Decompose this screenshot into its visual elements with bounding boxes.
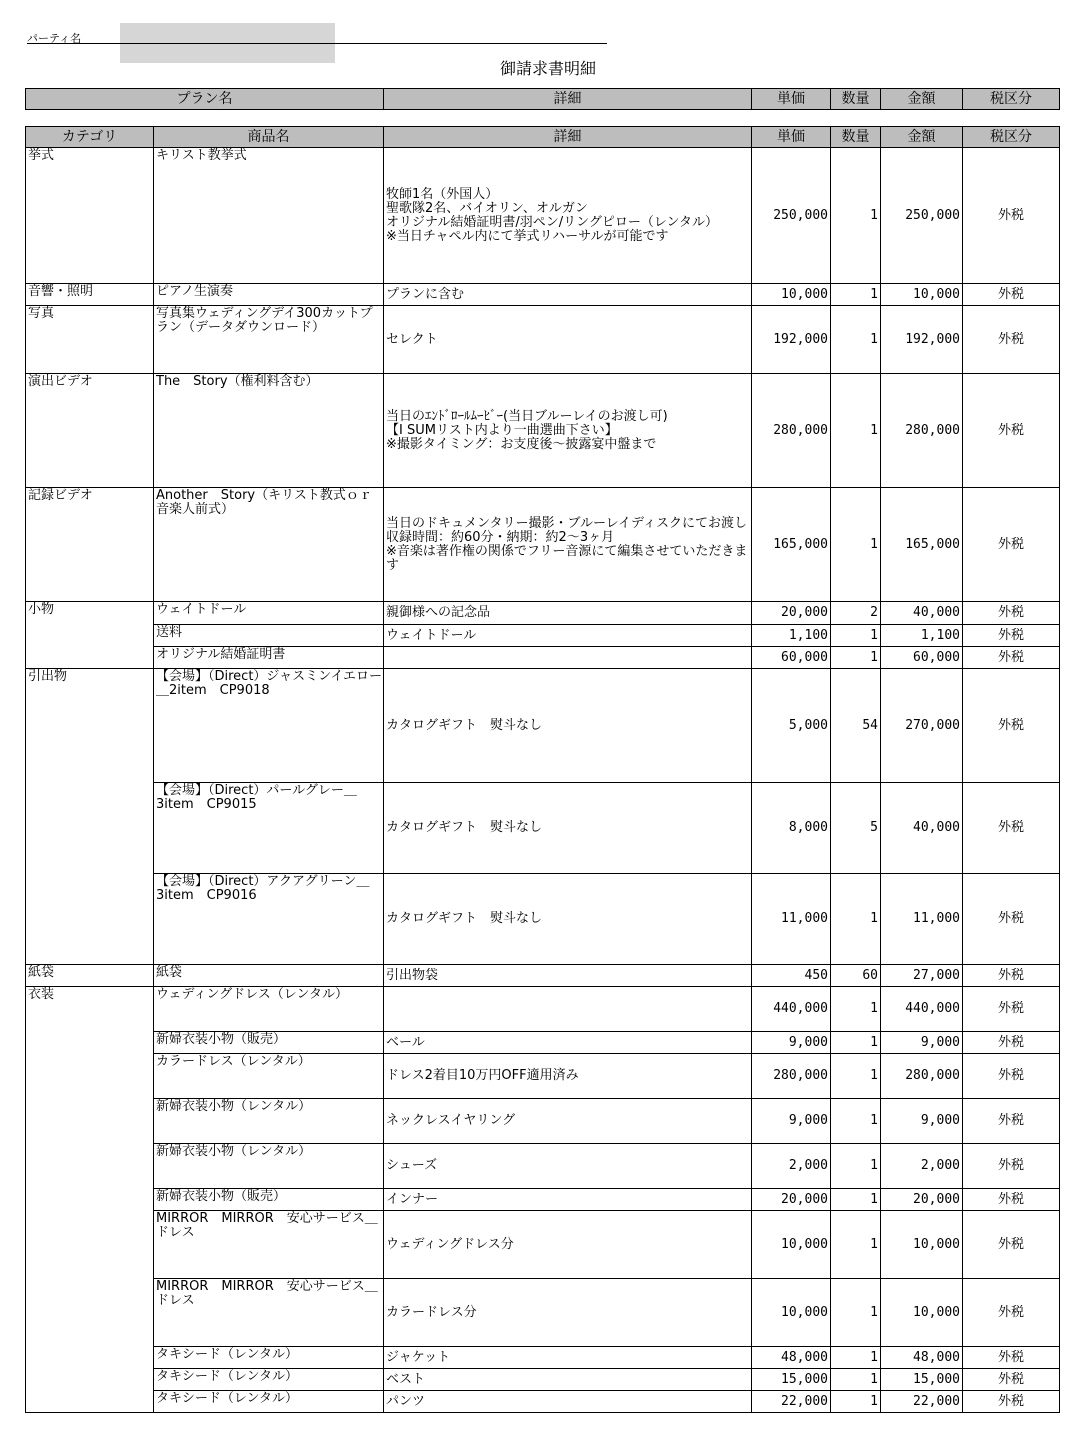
detail-cell: プランに含む bbox=[384, 284, 752, 306]
detail-cell: ウェディングドレス分 bbox=[384, 1211, 752, 1279]
invoice-items-table bbox=[25, 126, 1060, 1413]
detail-cell: ベール bbox=[384, 1032, 752, 1054]
unit-price-cell: 8,000 bbox=[752, 783, 831, 874]
category-cell: 衣装 bbox=[26, 987, 154, 1032]
quantity-cell: 1 bbox=[831, 284, 881, 306]
unit-price-cell: 10,000 bbox=[752, 284, 831, 306]
tax-type-cell: 外税 bbox=[963, 874, 1060, 965]
table-row bbox=[26, 1099, 1060, 1144]
unit-price-cell: 9,000 bbox=[752, 1032, 831, 1054]
plan-header-row bbox=[26, 89, 1060, 110]
col-quantity: 数量 bbox=[831, 127, 881, 148]
amount-cell: 280,000 bbox=[881, 1054, 963, 1099]
tax-type-cell: 外税 bbox=[963, 965, 1060, 987]
tax-type-cell: 外税 bbox=[963, 669, 1060, 783]
category-cell bbox=[26, 1144, 154, 1189]
product-name-cell: カラードレス（レンタル） bbox=[154, 1054, 384, 1099]
product-name-cell: The Story（権利料含む） bbox=[154, 374, 384, 488]
unit-price-cell: 2,000 bbox=[752, 1144, 831, 1189]
quantity-cell: 1 bbox=[831, 1279, 881, 1347]
tax-type-cell: 外税 bbox=[963, 1054, 1060, 1099]
col-unit-price: 単価 bbox=[752, 127, 831, 148]
category-cell: 音響・照明 bbox=[26, 284, 154, 306]
amount-cell: 440,000 bbox=[881, 987, 963, 1032]
amount-cell: 15,000 bbox=[881, 1369, 963, 1391]
col-tax: 税区分 bbox=[963, 127, 1060, 148]
unit-price-cell: 280,000 bbox=[752, 374, 831, 488]
table-row bbox=[26, 625, 1060, 647]
tax-type-cell: 外税 bbox=[963, 488, 1060, 602]
amount-cell: 9,000 bbox=[881, 1099, 963, 1144]
col-category: カテゴリ bbox=[26, 127, 154, 148]
category-cell: 小物 bbox=[26, 602, 154, 625]
product-name-cell: MIRROR MIRROR 安心サービス＿ドレス bbox=[154, 1279, 384, 1347]
product-name-cell: タキシード（レンタル） bbox=[154, 1347, 384, 1369]
detail-cell: 引出物袋 bbox=[384, 965, 752, 987]
quantity-cell: 1 bbox=[831, 874, 881, 965]
amount-cell: 165,000 bbox=[881, 488, 963, 602]
tax-type-cell: 外税 bbox=[963, 284, 1060, 306]
table-row bbox=[26, 1144, 1060, 1189]
detail-cell: ベスト bbox=[384, 1369, 752, 1391]
category-cell: 演出ビデオ bbox=[26, 374, 154, 488]
unit-price-cell: 60,000 bbox=[752, 647, 831, 669]
quantity-cell: 1 bbox=[831, 1189, 881, 1211]
detail-cell: ウェイトドール bbox=[384, 625, 752, 647]
quantity-cell: 1 bbox=[831, 1099, 881, 1144]
amount-cell: 9,000 bbox=[881, 1032, 963, 1054]
quantity-cell: 1 bbox=[831, 1369, 881, 1391]
product-name-cell: 【会場】（Direct）アクアグリーン＿3item CP9016 bbox=[154, 874, 384, 965]
product-name-cell: オリジナル結婚証明書 bbox=[154, 647, 384, 669]
category-cell bbox=[26, 1189, 154, 1211]
product-name-cell: ピアノ生演奏 bbox=[154, 284, 384, 306]
table-row bbox=[26, 306, 1060, 374]
tax-type-cell: 外税 bbox=[963, 987, 1060, 1032]
product-name-cell: 紙袋 bbox=[154, 965, 384, 987]
table-row bbox=[26, 1369, 1060, 1391]
table-row bbox=[26, 488, 1060, 602]
amount-cell: 40,000 bbox=[881, 602, 963, 625]
tax-type-cell: 外税 bbox=[963, 1347, 1060, 1369]
tax-type-cell: 外税 bbox=[963, 625, 1060, 647]
amount-cell: 40,000 bbox=[881, 783, 963, 874]
items-body bbox=[26, 148, 1060, 1413]
table-row bbox=[26, 1032, 1060, 1054]
category-cell bbox=[26, 1391, 154, 1413]
detail-cell: 当日のドキュメンタリー撮影・ブルーレイディスクにてお渡し 収録時間：約60分・納期：約2～3ヶ月 ※音楽は著作権の関係でフリー音源にて編集させていただきます bbox=[384, 488, 752, 602]
tax-type-cell: 外税 bbox=[963, 647, 1060, 669]
unit-price-cell: 450 bbox=[752, 965, 831, 987]
table-row bbox=[26, 1211, 1060, 1279]
amount-cell: 11,000 bbox=[881, 874, 963, 965]
table-row bbox=[26, 602, 1060, 625]
detail-cell: ドレス2着目10万円OFF適用済み bbox=[384, 1054, 752, 1099]
product-name-cell: 【会場】（Direct）ジャスミンイエロー＿2item CP9018 bbox=[154, 669, 384, 783]
amount-cell: 27,000 bbox=[881, 965, 963, 987]
table-row bbox=[26, 1054, 1060, 1099]
unit-price-cell: 9,000 bbox=[752, 1099, 831, 1144]
tax-type-cell: 外税 bbox=[963, 1032, 1060, 1054]
product-name-cell: タキシード（レンタル） bbox=[154, 1391, 384, 1413]
quantity-cell: 1 bbox=[831, 1032, 881, 1054]
unit-price-cell: 440,000 bbox=[752, 987, 831, 1032]
category-cell bbox=[26, 874, 154, 965]
table-row bbox=[26, 669, 1060, 783]
category-cell bbox=[26, 1032, 154, 1054]
tax-type-cell: 外税 bbox=[963, 148, 1060, 284]
tax-type-cell: 外税 bbox=[963, 783, 1060, 874]
quantity-cell: 1 bbox=[831, 1054, 881, 1099]
quantity-cell: 1 bbox=[831, 374, 881, 488]
amount-cell: 48,000 bbox=[881, 1347, 963, 1369]
detail-cell: ジャケット bbox=[384, 1347, 752, 1369]
table-row bbox=[26, 874, 1060, 965]
amount-cell: 270,000 bbox=[881, 669, 963, 783]
table-row bbox=[26, 783, 1060, 874]
product-name-cell: Another Story（キリスト教式ｏｒ音楽人前式） bbox=[154, 488, 384, 602]
category-cell bbox=[26, 625, 154, 647]
tax-type-cell: 外税 bbox=[963, 1391, 1060, 1413]
category-cell bbox=[26, 1211, 154, 1279]
product-name-cell: 新婦衣装小物（販売） bbox=[154, 1032, 384, 1054]
tax-type-cell: 外税 bbox=[963, 1189, 1060, 1211]
amount-cell: 250,000 bbox=[881, 148, 963, 284]
category-cell bbox=[26, 783, 154, 874]
detail-cell: カタログギフト 熨斗なし bbox=[384, 783, 752, 874]
category-cell: 記録ビデオ bbox=[26, 488, 154, 602]
unit-price-cell: 192,000 bbox=[752, 306, 831, 374]
unit-price-cell: 5,000 bbox=[752, 669, 831, 783]
unit-price-cell: 10,000 bbox=[752, 1211, 831, 1279]
product-name-cell: 新婦衣装小物（販売） bbox=[154, 1189, 384, 1211]
amount-cell: 2,000 bbox=[881, 1144, 963, 1189]
col-amount: 金額 bbox=[881, 127, 963, 148]
detail-cell: カラードレス分 bbox=[384, 1279, 752, 1347]
unit-price-cell: 250,000 bbox=[752, 148, 831, 284]
product-name-cell: ウェディングドレス（レンタル） bbox=[154, 987, 384, 1032]
table-row bbox=[26, 647, 1060, 669]
category-cell bbox=[26, 1054, 154, 1099]
unit-price-cell: 22,000 bbox=[752, 1391, 831, 1413]
quantity-cell: 1 bbox=[831, 148, 881, 284]
amount-cell: 1,100 bbox=[881, 625, 963, 647]
product-name-cell: ウェイトドール bbox=[154, 602, 384, 625]
plan-col-plan-name: プラン名 bbox=[26, 89, 384, 110]
quantity-cell: 1 bbox=[831, 987, 881, 1032]
category-cell: 紙袋 bbox=[26, 965, 154, 987]
detail-cell bbox=[384, 647, 752, 669]
tax-type-cell: 外税 bbox=[963, 306, 1060, 374]
quantity-cell: 1 bbox=[831, 488, 881, 602]
quantity-cell: 1 bbox=[831, 1347, 881, 1369]
col-detail: 詳細 bbox=[384, 127, 752, 148]
detail-cell: パンツ bbox=[384, 1391, 752, 1413]
amount-cell: 60,000 bbox=[881, 647, 963, 669]
amount-cell: 20,000 bbox=[881, 1189, 963, 1211]
category-cell: 挙式 bbox=[26, 148, 154, 284]
plan-header-table bbox=[25, 88, 1060, 110]
amount-cell: 22,000 bbox=[881, 1391, 963, 1413]
product-name-cell: 新婦衣装小物（レンタル） bbox=[154, 1099, 384, 1144]
tax-type-cell: 外税 bbox=[963, 1369, 1060, 1391]
unit-price-cell: 280,000 bbox=[752, 1054, 831, 1099]
unit-price-cell: 20,000 bbox=[752, 1189, 831, 1211]
amount-cell: 10,000 bbox=[881, 284, 963, 306]
amount-cell: 10,000 bbox=[881, 1279, 963, 1347]
unit-price-cell: 1,100 bbox=[752, 625, 831, 647]
plan-col-unit-price: 単価 bbox=[752, 89, 831, 110]
party-name-underline bbox=[27, 43, 607, 44]
unit-price-cell: 20,000 bbox=[752, 602, 831, 625]
quantity-cell: 1 bbox=[831, 306, 881, 374]
quantity-cell: 5 bbox=[831, 783, 881, 874]
product-name-cell: 写真集ウェディングデイ300カットプラン（データダウンロード） bbox=[154, 306, 384, 374]
quantity-cell: 1 bbox=[831, 1211, 881, 1279]
tax-type-cell: 外税 bbox=[963, 1099, 1060, 1144]
unit-price-cell: 165,000 bbox=[752, 488, 831, 602]
document-title: 御請求書明細 bbox=[499, 59, 596, 78]
product-name-cell: キリスト教挙式 bbox=[154, 148, 384, 284]
quantity-cell: 1 bbox=[831, 1144, 881, 1189]
quantity-cell: 54 bbox=[831, 669, 881, 783]
product-name-cell: 新婦衣装小物（レンタル） bbox=[154, 1144, 384, 1189]
table-row bbox=[26, 284, 1060, 306]
category-cell bbox=[26, 1279, 154, 1347]
detail-cell: カタログギフト 熨斗なし bbox=[384, 874, 752, 965]
category-cell bbox=[26, 647, 154, 669]
product-name-cell: MIRROR MIRROR 安心サービス＿ドレス bbox=[154, 1211, 384, 1279]
unit-price-cell: 48,000 bbox=[752, 1347, 831, 1369]
plan-col-amount: 金額 bbox=[881, 89, 963, 110]
detail-cell: 親御様への記念品 bbox=[384, 602, 752, 625]
tax-type-cell: 外税 bbox=[963, 1144, 1060, 1189]
tax-type-cell: 外税 bbox=[963, 374, 1060, 488]
plan-col-quantity: 数量 bbox=[831, 89, 881, 110]
party-name-label: パーティ名 bbox=[27, 32, 82, 45]
col-product-name: 商品名 bbox=[154, 127, 384, 148]
table-row bbox=[26, 965, 1060, 987]
detail-cell: ネックレスイヤリング bbox=[384, 1099, 752, 1144]
category-cell bbox=[26, 1099, 154, 1144]
table-row bbox=[26, 374, 1060, 488]
document-title-wrap bbox=[0, 56, 1088, 79]
quantity-cell: 2 bbox=[831, 602, 881, 625]
product-name-cell: タキシード（レンタル） bbox=[154, 1369, 384, 1391]
tax-type-cell: 外税 bbox=[963, 1279, 1060, 1347]
table-row bbox=[26, 148, 1060, 284]
category-cell: 引出物 bbox=[26, 669, 154, 783]
quantity-cell: 1 bbox=[831, 625, 881, 647]
detail-cell: インナー bbox=[384, 1189, 752, 1211]
unit-price-cell: 10,000 bbox=[752, 1279, 831, 1347]
product-name-cell: 【会場】（Direct）パールグレー＿3item CP9015 bbox=[154, 783, 384, 874]
product-name-cell: 送料 bbox=[154, 625, 384, 647]
category-cell bbox=[26, 1369, 154, 1391]
detail-cell: 牧師1名（外国人） 聖歌隊2名、バイオリン、オルガン オリジナル結婚証明書/羽ペン/リングピロー（レンタル） ※当日チャペル内にて挙式リハーサルが可能です bbox=[384, 148, 752, 284]
category-cell bbox=[26, 1347, 154, 1369]
tax-type-cell: 外税 bbox=[963, 1211, 1060, 1279]
table-row bbox=[26, 1189, 1060, 1211]
table-row bbox=[26, 1279, 1060, 1347]
detail-cell bbox=[384, 987, 752, 1032]
items-header-row bbox=[26, 127, 1060, 148]
plan-col-detail: 詳細 bbox=[384, 89, 752, 110]
quantity-cell: 1 bbox=[831, 647, 881, 669]
unit-price-cell: 11,000 bbox=[752, 874, 831, 965]
detail-cell: セレクト bbox=[384, 306, 752, 374]
table-row bbox=[26, 987, 1060, 1032]
detail-cell: 当日のｴﾝﾄﾞﾛｰﾙﾑｰﾋﾞｰ(当日ブルーレイのお渡し可) 【I SUMリスト内より一曲選曲下さい】 ※撮影タイミング：お支度後～披露宴中盤まで bbox=[384, 374, 752, 488]
unit-price-cell: 15,000 bbox=[752, 1369, 831, 1391]
amount-cell: 10,000 bbox=[881, 1211, 963, 1279]
detail-cell: カタログギフト 熨斗なし bbox=[384, 669, 752, 783]
detail-cell: シューズ bbox=[384, 1144, 752, 1189]
quantity-cell: 1 bbox=[831, 1391, 881, 1413]
amount-cell: 280,000 bbox=[881, 374, 963, 488]
table-row bbox=[26, 1347, 1060, 1369]
plan-col-tax: 税区分 bbox=[963, 89, 1060, 110]
quantity-cell: 60 bbox=[831, 965, 881, 987]
tax-type-cell: 外税 bbox=[963, 602, 1060, 625]
amount-cell: 192,000 bbox=[881, 306, 963, 374]
table-row bbox=[26, 1391, 1060, 1413]
category-cell: 写真 bbox=[26, 306, 154, 374]
